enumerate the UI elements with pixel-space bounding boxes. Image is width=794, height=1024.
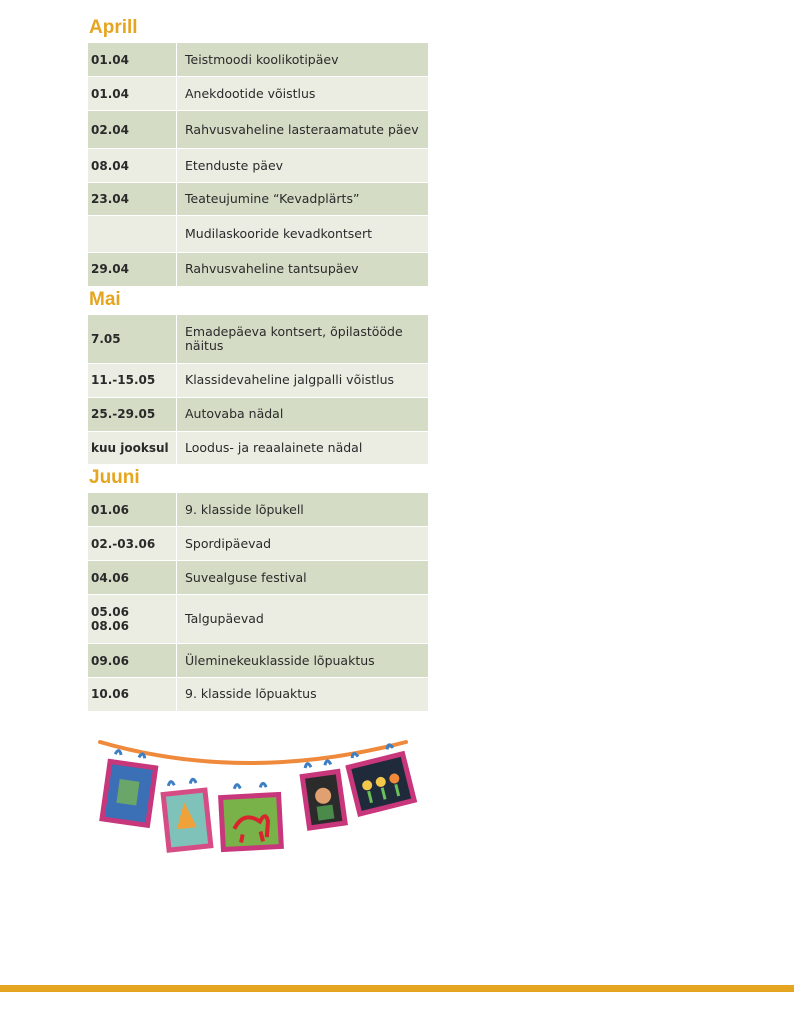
event-name: Teistmoodi koolikotipäev: [177, 43, 429, 77]
table-row: [88, 644, 428, 678]
event-date: 01.04: [88, 77, 177, 111]
event-name: Talgupäevad: [177, 595, 429, 644]
schedule-table: [88, 314, 428, 465]
schedule-table: [88, 492, 428, 711]
table-row: [88, 253, 428, 286]
event-name: Teateujumine “Kevadplärts”: [177, 183, 429, 216]
event-name: 9. klasside lõpuaktus: [177, 678, 429, 711]
drawing-frame: [220, 783, 281, 850]
event-date: 04.06: [88, 561, 177, 595]
event-date: 09.06: [88, 644, 177, 678]
event-name: Loodus- ja reaalainete nädal: [177, 431, 429, 464]
event-name: Üleminekeuklasside lõpuaktus: [177, 644, 429, 678]
event-date: 23.04: [88, 183, 177, 216]
event-date: 10.06: [88, 678, 177, 711]
event-date: 29.04: [88, 253, 177, 286]
event-date: 01.06: [88, 493, 177, 527]
table-row: [88, 183, 428, 216]
event-name: Suvealguse festival: [177, 561, 429, 595]
event-name: Autovaba nädal: [177, 397, 429, 431]
table-row: [88, 216, 428, 253]
table-row: [88, 314, 428, 363]
table-row: [88, 149, 428, 183]
month-heading: Juuni: [89, 467, 140, 488]
event-name: Etenduste päev: [177, 149, 429, 183]
garland-string: [100, 742, 406, 763]
event-name: Rahvusvaheline tantsupäev: [177, 253, 429, 286]
event-date: [88, 216, 177, 253]
event-date: 11.-15.05: [88, 363, 177, 397]
table-row: [88, 595, 428, 644]
table-row: [88, 527, 428, 561]
schedule-table: [88, 42, 428, 286]
event-name: Mudilaskooride kevadkontsert: [177, 216, 429, 253]
event-name: Emadepäeva kontsert, õpilastööde näitus: [177, 314, 429, 363]
table-row: [88, 43, 428, 77]
event-date: kuu jooksul: [88, 431, 177, 464]
table-row: [88, 561, 428, 595]
table-row: [88, 363, 428, 397]
event-date: 25.-29.05: [88, 397, 177, 431]
drawing-frame: [162, 778, 211, 850]
event-name: Spordipäevad: [177, 527, 429, 561]
event-date: 08.04: [88, 149, 177, 183]
hanging-drawings-illustration: [96, 732, 426, 862]
table-row: [88, 431, 428, 464]
event-date: 05.06 08.06: [88, 595, 177, 644]
event-name: Anekdootide võistlus: [177, 77, 429, 111]
event-date: 01.04: [88, 43, 177, 77]
month-heading: Mai: [89, 288, 121, 310]
drawing-frame: [301, 760, 346, 828]
footer-bar: [0, 985, 794, 992]
drawing-frame: [102, 750, 157, 826]
month-heading: Aprill: [89, 17, 138, 38]
event-name: Rahvusvaheline lasteraamatute päev: [177, 111, 429, 149]
event-name: 9. klasside lõpukell: [177, 493, 429, 527]
drawing-frame: [345, 742, 414, 814]
event-date: 7.05: [88, 314, 177, 363]
table-row: [88, 493, 428, 527]
event-date: 02.-03.06: [88, 527, 177, 561]
event-name: Klassidevaheline jalgpalli võistlus: [177, 363, 429, 397]
table-row: [88, 678, 428, 711]
table-row: [88, 77, 428, 111]
table-row: [88, 111, 428, 149]
event-date: 02.04: [88, 111, 177, 149]
schedule: [88, 14, 428, 711]
table-row: [88, 397, 428, 431]
